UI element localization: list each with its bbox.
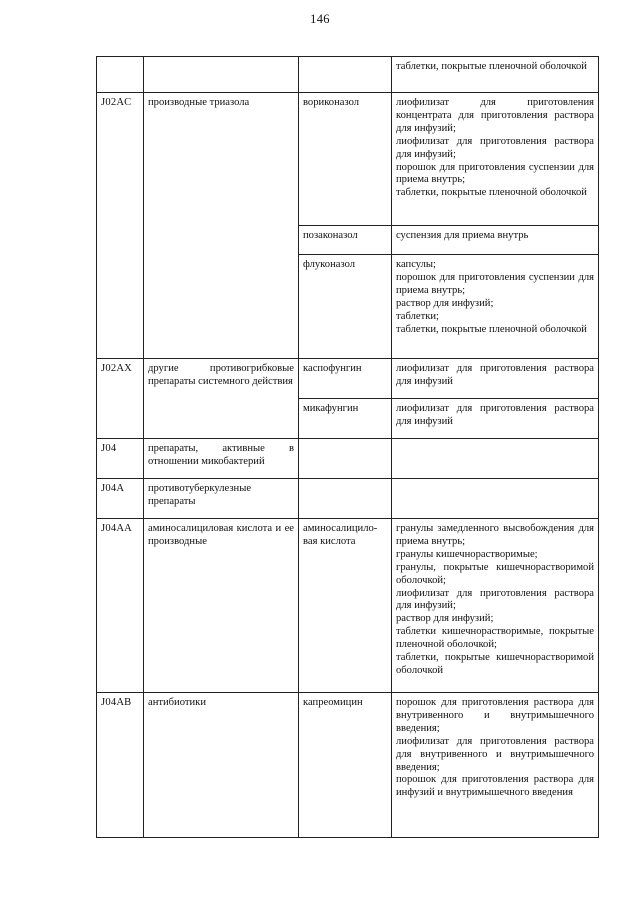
group-name-cell: производные триазола [144,93,299,359]
group-name-cell: аминосалициловая кислота и ее производные [144,519,299,693]
dosage-form-line: таблетки; [396,310,439,322]
dosage-form-line: гранулы кишечнорастворимые; [396,548,538,560]
group-name-cell: антибиотики [144,693,299,838]
dosage-forms-cell [392,479,599,519]
dosage-form-line: гранулы замедленного высвобождения для приема внутрь; [396,523,594,547]
dosage-form-line: лиофилизат для приготовления раствора для внутривенного и внутримышечного введения; [396,735,594,773]
dosage-forms-cell [392,519,599,693]
dosage-form-line: лиофилизат для приготовления раствора для инфузий [396,363,594,387]
dosage-form-line: таблетки, покрытые пленочной оболочкой [396,61,587,72]
dosage-form-line: порошок для приготовления суспензии для приема внутрь; [396,161,594,186]
table-row [97,479,599,519]
atc-code-cell: J04A [97,479,144,519]
dosage-form-line: лиофилизат для приготовления раствора для инфузий [396,403,594,427]
dosage-form-line: лиофилизат для приготовления раствора для инфузий; [396,587,594,612]
atc-code-cell: J02AX [97,359,144,439]
dosage-form-line: таблетки, покрытые кишечнорастворимой оболочкой [396,652,594,676]
drug-name-cell: микафунгин [299,399,392,439]
dosage-form-line: суспензия для приема внутрь [396,230,529,241]
dosage-forms-cell [392,93,599,226]
drug-name-cell [299,439,392,479]
dosage-forms-cell [392,693,599,838]
dosage-form-line: порошок для приготовления суспензии для приема внутрь; [396,271,594,296]
dosage-forms-cell [392,57,599,93]
table-row [97,693,599,838]
table-row [97,57,599,93]
table-body [97,57,599,838]
dosage-form-line: лиофилизат для приготовления раствора для инфузий; [396,135,594,160]
dosage-form-line: порошок для приготовления раствора для инфузий и внутримышечного введения [396,774,594,799]
group-name-cell: другие противогрибковые препараты системного действия [144,359,299,439]
dosage-forms-cell [392,399,599,439]
atc-code-cell: J04 [97,439,144,479]
dosage-forms-cell [392,439,599,479]
table-row [97,93,599,226]
drug-name-cell: капреомицин [299,693,392,838]
dosage-form-line: раствор для инфузий; [396,613,494,625]
drug-name-cell: каспофунгин [299,359,392,399]
drug-name-cell: флуконазол [299,255,392,359]
table-row [97,519,599,693]
dosage-form-line: порошок для приготовления раствора для внутривенного и внутримышечного введения; [396,697,594,734]
page-number: 146 [310,12,330,26]
dosage-forms-cell [392,359,599,399]
dosage-form-line: таблетки, покрытые пленочной оболочкой [396,187,587,199]
drug-name-cell [299,57,392,93]
drug-name-cell [299,479,392,519]
dosage-form-line: капсулы; [396,259,436,270]
group-name-cell: противотуберкулезные препараты [144,479,299,519]
dosage-forms-cell [392,255,599,359]
drug-name-cell: вориконазол [299,93,392,226]
atc-code-cell: J04AA [97,519,144,693]
atc-code-cell: J04AB [97,693,144,838]
atc-code-cell: J02AC [97,93,144,359]
dosage-form-line: раствор для инфузий; [396,297,494,309]
dosage-forms-cell [392,226,599,255]
drug-table [96,56,599,838]
atc-code-cell [97,57,144,93]
dosage-form-line: гранулы, покрытые кишечнорастворимой оболочкой; [396,561,594,586]
dosage-form-line: таблетки кишечнорастворимые, покрытые пленочной оболочкой; [396,626,594,651]
group-name-cell: препараты, активные в отношении микобактерий [144,439,299,479]
dosage-form-line: лиофилизат для приготовления концентрата для приготовления раствора для инфузий; [396,97,594,134]
group-name-cell [144,57,299,93]
table-row [97,439,599,479]
drug-name-cell: аминосалицило-вая кислота [299,519,392,693]
table-row [97,359,599,399]
dosage-form-line: таблетки, покрытые пленочной оболочкой [396,323,587,335]
drug-name-cell: позаконазол [299,226,392,255]
